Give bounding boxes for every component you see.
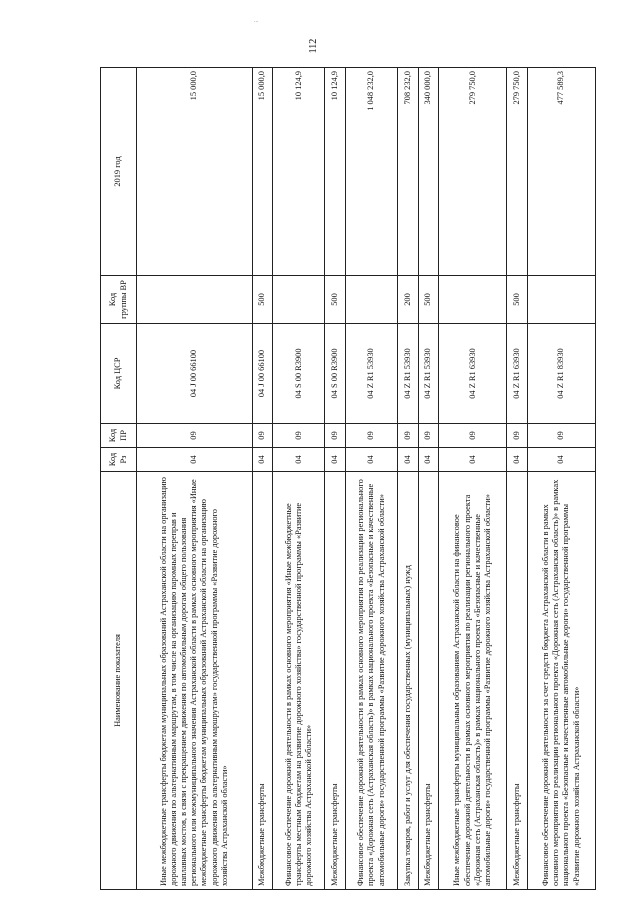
cell-name: Межбюджетные трансферты [507,472,528,890]
cell-rz: 04 [325,448,346,472]
table-row [398,68,419,890]
table-row [418,68,439,890]
cell-rz: 04 [439,448,507,472]
cell-csr: 04 Z R1 83930 [527,324,595,424]
cell-vr [137,276,253,324]
cell-csr: 04 Z R1 63930 [507,324,528,424]
cell-csr: 04 Z R1 53930 [398,324,419,424]
cell-csr: 04 Z R1 53930 [418,324,439,424]
cell-vr: 200 [398,276,419,324]
table-row [325,68,346,890]
cell-year: 10 124,9 [273,68,325,276]
header-vr: Код группы ВР [101,276,137,324]
cell-name: Иные межбюджетные трансферты бюджетам муниципальных образований Астраханской области на организацию дорожного движения по альтернативным маршрутам, в том числе на организацию паромных переправ и наплавных мостов, в связи с прекращением движения по автомобильным дорогам общего пользования регионального или межмуниципального значения Астраханской области в рамках основного мероприятия «Иные межбюджетные трансферты бюджетам муниципальных образований Астраханской области на организацию дорожного движения по альтернативным маршрутам» государственной программы «Развитие дорожного хозяйства Астраханской области» [137,472,253,890]
cell-pr: 09 [325,424,346,448]
cell-name: Финансовое обеспечение дорожной деятельности за счет средств бюджета Астраханской области в рамках основного мероприятия по реализации регионального проекта «Дорожная сеть (Астраханская область)» в рамках национального проекта «Безопасные и качественные автомобильные дороги» государственной программы «Развитие дорожного хозяйства Астраханской области» [527,472,595,890]
cell-pr: 09 [439,424,507,448]
header-pr: Код ПР [101,424,137,448]
budget-table-wrapper [100,68,596,890]
cell-name: Финансовое обеспечение дорожной деятельности в рамках основного мероприятия по реализации регионального проекта «Дорожная сеть (Астраханская область)» в рамках национального проекта «Безопасные и качественные автомобильные дороги» государственной программы «Развитие дорожного хозяйства Астраханской области» [345,472,397,890]
cell-year: 477 589,3 [527,68,595,276]
cell-pr: 09 [252,424,273,448]
cell-year: 10 124,9 [325,68,346,276]
header-csr: Код ЦСР [101,324,137,424]
cell-rz: 04 [273,448,325,472]
cell-pr: 09 [418,424,439,448]
cell-vr [527,276,595,324]
table-row [273,68,325,890]
cell-pr: 09 [398,424,419,448]
cell-rz: 04 [418,448,439,472]
table-row [507,68,528,890]
cell-rz: 04 [137,448,253,472]
cell-name: Финансовое обеспечение дорожной деятельности в рамках основного мероприятия «Иные межбюджетные трансферты местным бюджетам на развитие дорожного хозяйства» государственной программы «Развитие дорожного хозяйства Астраханской области» [273,472,325,890]
table-header-row [101,68,137,890]
cell-vr: 500 [418,276,439,324]
cell-year: 279 750,0 [439,68,507,276]
header-name: Наименование показателя [101,472,137,890]
cell-name: Межбюджетные трансферты [252,472,273,890]
cell-rz: 04 [252,448,273,472]
cell-vr: 500 [507,276,528,324]
table-body [137,68,596,890]
page-number: 112 [308,38,319,54]
cell-name: Межбюджетные трансферты [325,472,346,890]
cell-pr: 09 [273,424,325,448]
cell-name: Закупка товаров, работ и услуг для обеспечения государственных (муниципальных) нужд [398,472,419,890]
cell-vr [439,276,507,324]
table-row [527,68,595,890]
cell-name: Иные межбюджетные трансферты муниципальным образованиям Астраханской области на финансовое обеспечение дорожной деятельности в рамках основного мероприятия по реализации регионального проекта «Дорожная сеть (Астраханская область)» в рамках национального проекта «Безопасные и качественные автомобильные дороги» государственной программы «Развитие дорожного хозяйства Астраханской области» [439,472,507,890]
scan-mark: ... [254,18,259,24]
cell-pr: 09 [527,424,595,448]
cell-year: 279 750,0 [507,68,528,276]
cell-year: 15 000,0 [137,68,253,276]
cell-year: 15 000,0 [252,68,273,276]
cell-rz: 04 [398,448,419,472]
cell-csr: 04 J 00 66100 [137,324,253,424]
cell-csr: 04 Z R1 53930 [345,324,397,424]
cell-csr: 04 S 00 R3900 [325,324,346,424]
table-row [345,68,397,890]
cell-rz: 04 [507,448,528,472]
cell-vr: 500 [325,276,346,324]
header-rz: Код Рз [101,448,137,472]
cell-pr: 09 [345,424,397,448]
table-row [439,68,507,890]
header-year: 2019 год [101,68,137,276]
cell-year: 1 048 232,0 [345,68,397,276]
cell-name: Межбюджетные трансферты [418,472,439,890]
cell-pr: 09 [137,424,253,448]
cell-year: 340 000,0 [418,68,439,276]
cell-vr [273,276,325,324]
table-row [137,68,253,890]
budget-table [100,67,596,890]
table-row [252,68,273,890]
cell-rz: 04 [345,448,397,472]
cell-vr: 500 [252,276,273,324]
cell-csr: 04 J 00 66100 [252,324,273,424]
cell-year: 708 232,0 [398,68,419,276]
cell-pr: 09 [507,424,528,448]
cell-rz: 04 [527,448,595,472]
cell-csr: 04 S 00 R3900 [273,324,325,424]
cell-vr [345,276,397,324]
cell-csr: 04 Z R1 63930 [439,324,507,424]
